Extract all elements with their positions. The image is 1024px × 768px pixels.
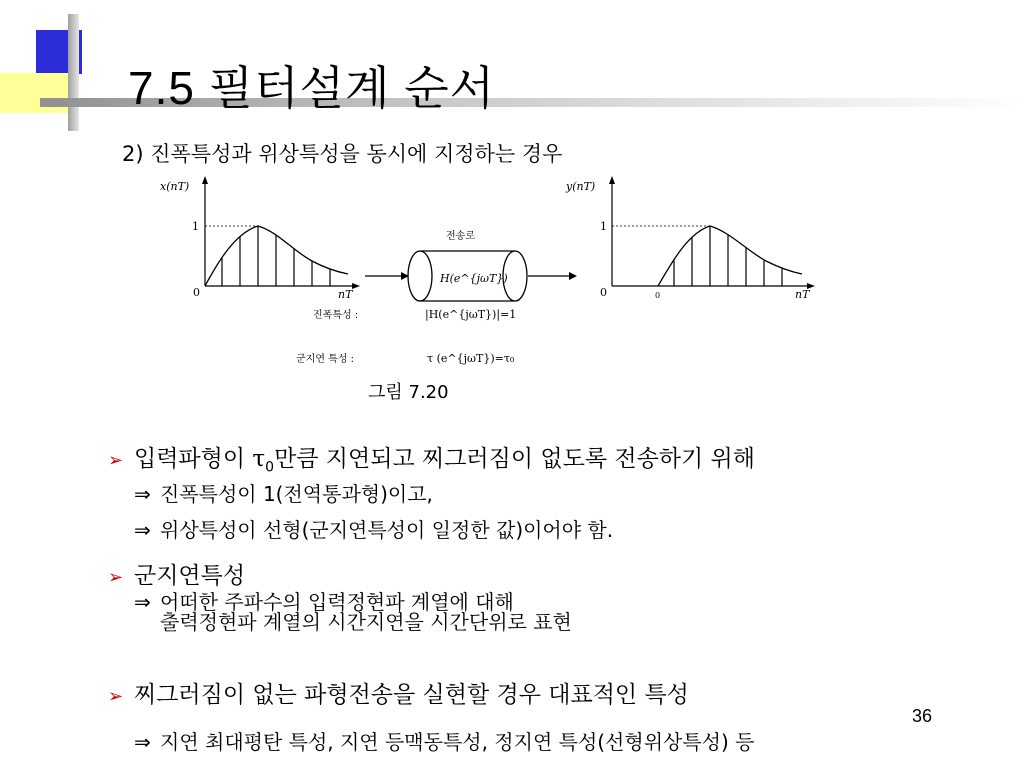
- bullet-1: [108, 440, 755, 476]
- right-x-label: nT: [795, 288, 810, 301]
- page-number: 36: [912, 706, 933, 726]
- bullet-2-line-1-text: 어떠한 주파수의 입력정현파 계열에 대해: [160, 590, 514, 614]
- bullet-3: [108, 676, 689, 709]
- decor-yellow-square: [0, 73, 68, 113]
- implies-icon: ⇒: [134, 730, 151, 754]
- transmission-diagram: [150, 170, 850, 380]
- implies-icon: ⇒: [134, 518, 151, 542]
- bullet-1-line-2-text: 위상특성이 선형(군지연특성이 일정한 값)이어야 함.: [160, 518, 614, 542]
- left-y-arrow: [202, 176, 208, 184]
- right-sample-stems: [674, 226, 782, 286]
- right-tick-tau: 0: [655, 291, 661, 300]
- bullet-1-line-1: [134, 478, 433, 507]
- slide-title: 7.5 필터설계 순서: [128, 62, 496, 114]
- bullet-3-line-1-text: 지연 최대평탄 특성, 지연 등맥동특성, 정지연 특성(선형위상특성) 등: [160, 730, 755, 754]
- bullet-2-line-2-text: 출력정현파 계열의 시간지연을 시간단위로 표현: [160, 610, 572, 634]
- bullet-1-line-2: [134, 514, 613, 543]
- bullet-3-text: 찌그러짐이 없는 파형전송을 실현할 경우 대표적인 특성: [134, 682, 689, 708]
- bullet-arrow-icon: ➢: [108, 686, 124, 707]
- bullet-3-line-1: [134, 726, 754, 755]
- delay-value: τ (e^{jωT})=τ₀: [427, 352, 515, 365]
- tau-subscript: 0: [265, 459, 275, 476]
- tau-symbol: τ: [252, 446, 266, 472]
- slide-subtitle: 2) 진폭특성과 위상특성을 동시에 지정하는 경우: [122, 142, 563, 166]
- bullet-arrow-icon: ➢: [108, 567, 124, 588]
- bullet-1-line-1-text: 진폭특성이 1(전역통과형)이고,: [160, 482, 433, 506]
- bullet-1-text-b: 만큼 지연되고 찌그러짐이 없도록 전송하기 위해: [274, 446, 755, 472]
- right-tick-zero: 0: [600, 286, 607, 299]
- delay-label: 군지연 특성 :: [296, 354, 355, 365]
- amp-value: |H(e^{jωT})|=1: [425, 308, 517, 321]
- left-tick-one: 1: [192, 220, 199, 233]
- left-x-label: nT: [338, 288, 353, 301]
- implies-icon: ⇒: [134, 482, 151, 506]
- left-x-arrow: [352, 283, 360, 289]
- channel-label: 전송로: [446, 231, 475, 242]
- right-envelope-curve: [658, 226, 802, 286]
- left-tick-zero: 0: [193, 286, 200, 299]
- transfer-function: H(e^{jωT}): [440, 272, 508, 285]
- right-tick-one: 1: [600, 220, 607, 233]
- bullet-2-line-2: [160, 606, 572, 635]
- cylinder-back: [408, 251, 432, 301]
- figure-caption: 그림 7.20: [368, 382, 449, 403]
- amp-label: 진폭특성 :: [313, 310, 359, 321]
- left-y-label: x(nT): [160, 180, 190, 193]
- bullet-1-text-a: 입력파형이: [134, 446, 253, 472]
- decor-vertical-bar: [68, 14, 79, 131]
- right-y-label: y(nT): [566, 180, 596, 193]
- bullet-arrow-icon: ➢: [108, 450, 124, 471]
- bullet-2-text: 군지연특성: [134, 563, 246, 589]
- implies-icon: ⇒: [134, 590, 151, 614]
